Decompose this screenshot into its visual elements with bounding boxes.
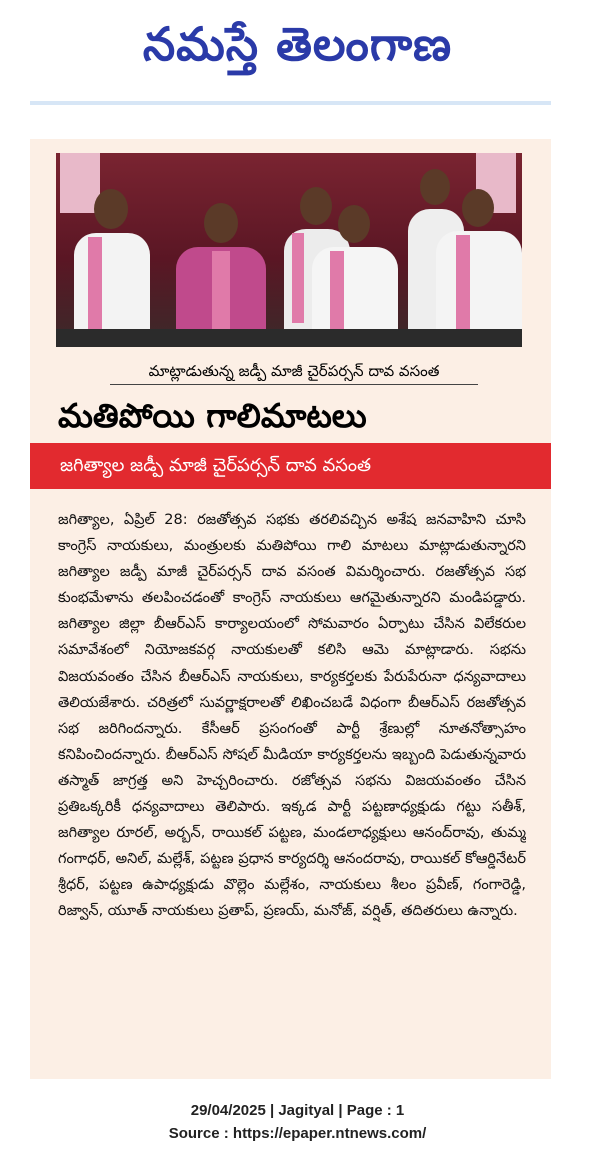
person-6 [436, 183, 522, 347]
masthead-divider [30, 101, 551, 105]
article-headline: మతిపోయి గాలిమాటలు [58, 396, 367, 435]
article-subheadline: జగిత్యాల జడ్పీ మాజీ చైర్‌పర్సన్ దావ వసంత [30, 443, 551, 489]
edition-info: 29/04/2025 | Jagityal | Page : 1 [190, 1102, 405, 1119]
person-4 [312, 199, 398, 347]
person-1 [74, 181, 150, 347]
masthead-logo: నమస్తే తెలంగాణ [142, 17, 453, 71]
article-body: జగిత్యాల, ఏప్రిల్ 28: రజతోత్సవ సభకు తరలివచ్చిన అశేష జనవాహిని చూసి కాంగ్రెస్ నాయకులు, మంత్రులకు మతిపోయి గాలి మాటలు మాట్లాడుతున్నారని జగిత్యాల జడ్పీ మాజీ చైర్‌పర్సన్ దావ వసంత విమర్శించారు. రజతోత్సవ సభ కుంభమేళాను తలపించడంతో కాంగ్రెస్ నాయకులు ఆగమైతున్నారని మండిపడ్డారు. జగిత్యాల జిల్లా బీఆర్‌ఎస్ కార్యాలయంలో సోమవారం ఏర్పాటు చేసిన విలేకరుల సమావేశంలో నియోజకవర్గ నాయకులతో కలిసి ఆమె మాట్లాడారు. సభను విజయవంతం చేసిన బీఆర్‌ఎస్ నాయకులు, కార్యకర్తలకు పేరుపేరునా ధన్యవాదాలు తెలియజేశారు. చరిత్రలో సువర్ణాక్షరాలతో లిఖించబడే విధంగా బీఆర్‌ఎస్ రజతోత్సవ సభ జరిగిందన్నారు. కేసీఆర్ ప్రసంగంతో పార్టీ శ్రేణుల్లో నూతనోత్సాహం కనిపించిందన్నారు. బీఆర్‌ఎస్ సోషల్ మీడియా కార్యకర్తలను ఇబ్బంది పెడుతున్నవారు తస్మాత్ జాగ్రత్త అని హెచ్చరించారు. రజోత్సవ సభను విజయవంతం చేసిన ప్రతిఒక్కరికీ ధన్యవాదాలు తెలిపారు. ఇక్కడ పార్టీ పట్టణాధ్యక్షుడు గట్టు సతీశ్, జగిత్యాల రూరల్, అర్బన్, రాయికల్ పట్టణ, మండలాధ్యక్షులు ఆనంద్‌రావు, తుమ్మ గంగాధర్, అనిల్, మల్లేశ్, పట్టణ ప్రధాన కార్యదర్శి ఆనందరావు, రాయికల్ కోఆర్డినేటర్ శ్రీధర్, పట్టణ ఉపాధ్యక్షుడు వొల్లెం మల్లేశం, నాయకులు శీలం ప్రవీణ్, గంగారెడ్డి, రిజ్వాన్, యూత్ నాయకులు ప్రతాప్, ప్రణయ్, మనోజ్, వర్షిత్, తదితరులు ఉన్నారు. [58, 512, 526, 920]
person-2 [176, 193, 266, 347]
photo-caption: మాట్లాడుతున్న జడ్పీ మాజీ చైర్‌పర్సన్ దావ వసంత [110, 358, 478, 385]
source-link[interactable]: Source : https://epaper.ntnews.com/ [168, 1125, 427, 1142]
article-photo [56, 153, 522, 347]
photo-table [56, 329, 522, 347]
page-footer [0, 1099, 595, 1145]
